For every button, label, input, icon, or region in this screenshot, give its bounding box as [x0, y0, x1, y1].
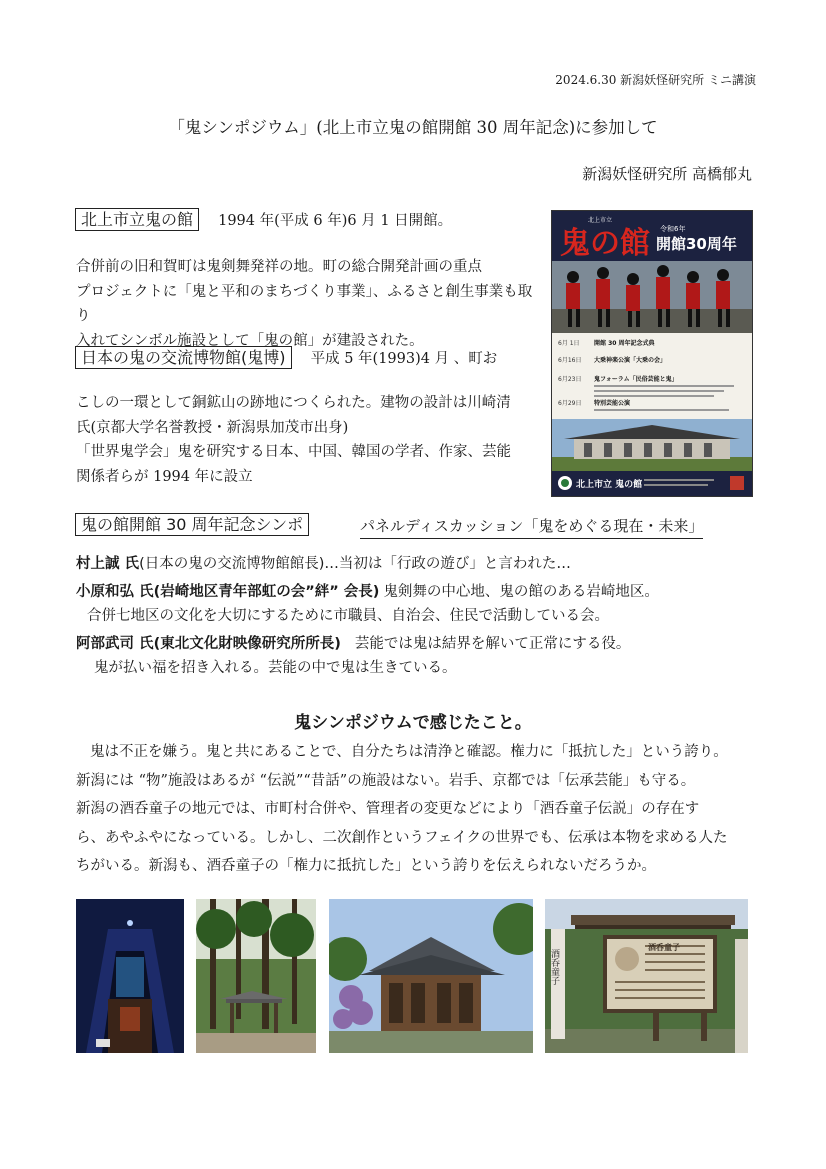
section2-header — [75, 347, 497, 369]
speaker-name: 村上誠 氏 — [76, 556, 140, 572]
photo-museum-interior — [76, 899, 184, 1053]
poster-schedule-text: 特別芸能公演 — [594, 400, 631, 407]
poster-schedule-date: 6月 1日 — [558, 340, 580, 347]
reflection-line: ちがいる。新潟も、酒呑童子の「権力に抵抗した」という誇りを伝えられないだろうか。 — [76, 858, 656, 875]
photo-legend-sign — [545, 899, 748, 1053]
speaker-cont: 合併七地区の文化を大切にするために市職員、自治会、住民で活動している会。 — [87, 608, 609, 624]
section2-body — [76, 391, 546, 489]
section1-line: 入れてシンボル施設として「鬼の館」が建設された。 — [76, 332, 424, 349]
section2-line: こしの一環として銅鉱山の跡地につくられた。建物の設計は川崎清 — [76, 395, 511, 411]
poster-image — [551, 210, 753, 497]
section1-body — [76, 255, 546, 353]
photo-temple — [329, 899, 533, 1053]
panel-title: パネルディスカッション「鬼をめぐる現在・未来」 — [360, 515, 703, 539]
section2-line: 関係者らが 1994 年に設立 — [76, 468, 253, 485]
speaker-role: (日本の鬼の交流博物館館長) — [139, 556, 325, 572]
poster-badge-small: 令和6年 — [660, 225, 686, 233]
poster-schedule-text: 大乗神楽公演「大乗の会」 — [594, 357, 667, 364]
section2-note: 平成 5 年(1993)4 月 、町お — [310, 351, 498, 367]
poster-small-text: 北上市立 — [588, 217, 613, 224]
section1-heading: 北上市立鬼の館 — [75, 208, 199, 231]
poster-schedule-date: 6月16日 — [558, 357, 582, 364]
poster-schedule-text: 鬼フォーラム「民俗芸能と鬼」 — [594, 376, 678, 383]
speaker-comment: …当初は「行政の遊び」と言われた… — [324, 556, 571, 572]
sign-title: 酒呑童子 — [648, 942, 680, 952]
poster-schedule-date: 6月23日 — [558, 376, 582, 383]
reflection-body — [76, 738, 756, 881]
speakers-list — [76, 552, 766, 680]
reflection-line: 鬼は不正を嫌う。鬼と共にあることで、自分たちは清浄と確認。権力に「抵抗した」という誇り。 — [90, 744, 728, 760]
section3-header — [75, 514, 309, 536]
section2-line: 「世界鬼学会」鬼を研究する日本、中国、韓国の学者、作家、芸能 — [76, 444, 511, 460]
poster-schedule-text: 開館 30 周年記念式典 — [594, 340, 655, 347]
reflection-line: 新潟には “物”施設はあるが “伝説”“昔話”の施設はない。岩手、京都では「伝承芸能」も守る。 — [76, 772, 696, 789]
speaker-comment: 芸能では鬼は結界を解いて正常にする役。 — [354, 636, 631, 652]
poster-schedule-date: 6月29日 — [558, 400, 582, 407]
reflection-line: 新潟の酒呑童子の地元では、市町村合併や、管理者の変更などにより「酒呑童子伝説」の存在す — [76, 801, 700, 818]
speaker-row — [76, 552, 766, 576]
speaker-name: 小原和弘 氏 — [76, 584, 154, 600]
speaker-role: (岩崎地区青年部虹の会”絆” 会長) — [153, 584, 380, 600]
poster-footer: 北上市立 鬼の館 — [576, 480, 643, 490]
author: 新潟妖怪研究所 高橋郁丸 — [582, 165, 752, 183]
reflection-line: ら、あやふやになっている。しかし、二次創作というフェイクの世界でも、伝承は本物を求める人た — [76, 829, 728, 846]
speaker-role: (東北文化財映像研究所所長) — [153, 636, 341, 652]
poster-badge: 開館30周年 — [656, 235, 737, 253]
section3-heading: 鬼の館開館 30 周年記念シンポ — [75, 513, 309, 536]
section1-line: プロジェクトに「鬼と平和のまちづくり事業」、ふるさと創生事業も取り — [76, 283, 533, 324]
sign-post-label: 酒呑童子 — [549, 949, 559, 985]
speaker-comment: 鬼剣舞の中心地、鬼の館のある岩崎地区。 — [383, 584, 659, 600]
speaker-row — [76, 632, 766, 656]
section2-heading: 日本の鬼の交流博物館(鬼博) — [75, 346, 292, 369]
photo-forest-shrine — [196, 899, 316, 1053]
poster-title: 鬼の館 — [560, 226, 650, 261]
date-line: 2024.6.30 新潟妖怪研究所 ミニ講演 — [555, 73, 756, 87]
section2-line: 氏(京都大学名誉教授・新潟県加茂市出身) — [76, 419, 349, 436]
reflection-heading: 鬼シンポジウムで感じたこと。 — [294, 713, 532, 733]
page-title: 「鬼シンポジウム」(北上市立鬼の館開館 30 周年記念)に参加して — [168, 118, 658, 137]
section1-line: 合併前の旧和賀町は鬼剣舞発祥の地。町の総合開発計画の重点 — [76, 259, 482, 275]
section1-note: 1994 年(平成 6 年)6 月 1 日開館。 — [218, 213, 453, 229]
section1-header — [75, 209, 452, 231]
speaker-name: 阿部武司 氏 — [76, 636, 154, 652]
speaker-row — [76, 580, 766, 604]
speaker-cont: 鬼が払い福を招き入れる。芸能の中で鬼は生きている。 — [94, 660, 457, 676]
